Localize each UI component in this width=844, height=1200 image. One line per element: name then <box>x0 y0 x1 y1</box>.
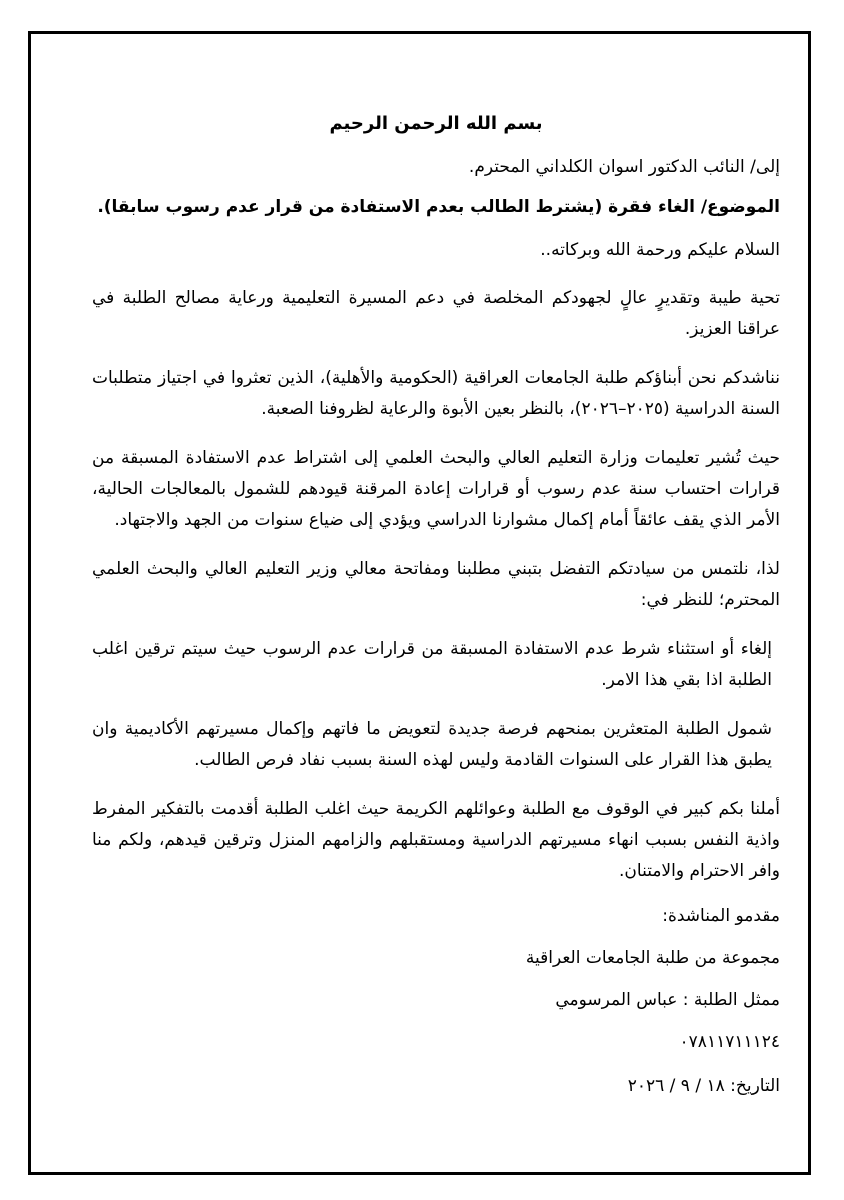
presented-by-label: مقدمو المناشدة: <box>662 906 780 926</box>
paragraph-instructions: حيث تُشير تعليمات وزارة التعليم العالي والبحث العلمي إلى اشتراط عدم الاستفادة المسبقة من قرارات احتساب سنة عدم رسوب أو قرارات إعادة المرقنة قيودهم للشمول بالمعالجات الحالية، الأمر الذي يقف عائقاً أمام إكمال مشوارنا الدراسي ويؤدي إلى ضياع سنوات من الجهد والاجتهاد. <box>92 448 780 530</box>
request-item-1: إلغاء أو استثناء شرط عدم الاستفادة المسبقة من قرارات عدم الرسوب حيث سيتم ترقين اغلب الطلبة اذا بقي هذا الامر. <box>92 639 772 690</box>
signatory-group: مجموعة من طلبة الجامعات العراقية <box>525 948 780 968</box>
subject-line: الموضوع/ الغاء فقرة (يشترط الطالب بعدم الاستفادة من قرار عدم رسوب سابقا). <box>97 197 780 217</box>
paragraph-appreciation: تحية طيبة وتقديرٍ عالٍ لجهودكم المخلصة في دعم المسيرة التعليمية ورعاية مصالح الطلبة في عراقنا العزيز. <box>92 288 780 339</box>
paragraph-request: لذا، نلتمس من سيادتكم التفضل بتبني مطلبنا ومفاتحة معالي وزير التعليم العالي والبحث العلمي المحترم؛ للنظر في: <box>92 559 780 610</box>
greeting-line: السلام عليكم ورحمة الله وبركاته.. <box>540 240 780 260</box>
recipient-line: إلى/ النائب الدكتور اسوان الكلداني المحترم. <box>468 157 780 177</box>
letter-date: التاريخ: ١٨ / ٩ / ٢٠٢٦ <box>627 1076 780 1096</box>
basmala-heading: بسم الله الرحمن الرحيم <box>329 113 543 134</box>
student-representative: ممثل الطلبة : عباس المرسومي <box>555 990 780 1010</box>
paragraph-closing: أملنا بكم كبير في الوقوف مع الطلبة وعوائلهم الكريمة حيث اغلب الطلبة أقدمت بالتفكير المفرط واذية النفس بسبب انهاء مسيرتهم الدراسية ومستقبلهم والزامهم المنزل وترقين قيدهم، ولكم منا وافر الاحترام والامتنان. <box>92 799 780 881</box>
letter-body <box>92 108 780 1113</box>
phone-number: ٠٧٨١١٧١١١٢٤ <box>679 1032 780 1052</box>
request-item-2: شمول الطلبة المتعثرين بمنحهم فرصة جديدة لتعويض ما فاتهم وإكمال مسيرتهم الأكاديمية وان يطبق هذا القرار على السنوات القادمة وليس لهذه السنة بسبب نفاد فرص الطالب. <box>92 719 772 770</box>
paragraph-appeal: نناشدكم نحن أبناؤكم طلبة الجامعات العراقية (الحكومية والأهلية)، الذين تعثروا في اجتياز متطلبات السنة الدراسية (٢٠٢٥–٢٠٢٦)، بالنظر بعين الأبوة والرعاية لظروفنا الصعبة. <box>92 368 780 419</box>
